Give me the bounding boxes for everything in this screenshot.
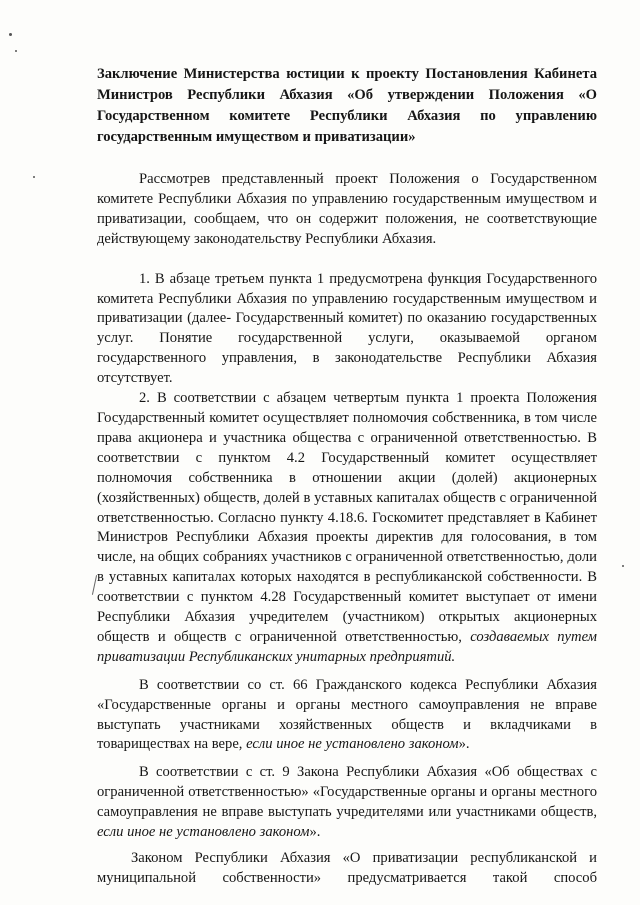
scan-speck [15, 50, 17, 52]
scan-speck [9, 33, 12, 36]
scan-speck [33, 176, 35, 178]
point-2-text: 2. В соответствии с абзацем четвертым пункта 1 проекта Положения Государственный комитет осуществляет полномочия собственника, в том числе права акционера и участника общества с ограниченной ответственностью. В соответствии с пунктом 4.2 Государственный комитет осуществляет полномочия собственника в отношении акции (долей) акционерных (хозяйственных) обществ, долей в уставных капиталах обществ с ограниченной ответственностью. Согласно пункту 4.18.6. Госкомитет представляет в Кабинет Министров Республики Абхазия проекты директив для голосования, в том числе, на общих собраниях участников с ограниченной ответственностью, доли в уставных капиталах которых находятся в республиканской собственности. В соответствии с пунктом 4.28 Государственный комитет выступает от имени Республики Абхазия учредителем (участником) открытых акционерных обществ и обществ с ограниченной ответственностью, [97, 390, 597, 645]
civil-code-text: В соответствии со ст. 66 Гражданского кодекса Республики Абхазия «Государственные органы и органы местного самоуправления не вправе выступать участниками хозяйственных обществ и вкладчиками в товариществах на вере, [97, 676, 597, 753]
point-2-paragraph [97, 389, 597, 668]
privatization-paragraph: Законом Республики Абхазия «О приватизации республиканской и муниципальной собственности» предусматривается такой способ [97, 850, 597, 886]
scan-speck [622, 565, 624, 567]
civil-code-end: ». [458, 736, 470, 753]
intro-paragraph: Рассмотрев представленный проект Положения о Государственном комитете Республики Абхазия по управлению государственным имуществом и приватизации, сообщаем, что он содержит положения, не соответствующие действующему законодательству Республики Абхазия. [97, 171, 597, 247]
point-2-italic: создаваемых путем приватизации Республиканских унитарных предприятий. [97, 628, 597, 665]
document-page [97, 64, 597, 889]
llc-law-italic: если иное не установлено законом [97, 824, 310, 841]
civil-code-italic: если иное не установлено законом [246, 736, 459, 753]
document-title: Заключение Министерства юстиции к проекту Постановления Кабинета Министров Республики Абхазия «Об утверждении Положения «О Государственном комитете Республики Абхазия по управлению государственным имуществом и приватизации» [97, 66, 597, 145]
llc-law-text: В соответствии с ст. 9 Закона Республики Абхазия «Об обществах с ограниченной ответственностью» «Государственные органы и органы местного самоуправления не вправе выступать учредителями или участниками обществ, [97, 764, 597, 821]
llc-law-end: ». [309, 824, 321, 841]
civil-code-paragraph [97, 676, 597, 756]
point-1-paragraph: 1. В абзаце третьем пункта 1 предусмотрена функция Государственного комитета Республики Абхазия по управлению государственным имуществом и приватизации (далее- Государственный комитет) по оказанию государственных услуг. Понятие государственной услуги, оказываемой органом государственного управления, в законодательстве Республики Абхазия отсутствует. [97, 270, 597, 387]
llc-law-paragraph [97, 763, 597, 843]
